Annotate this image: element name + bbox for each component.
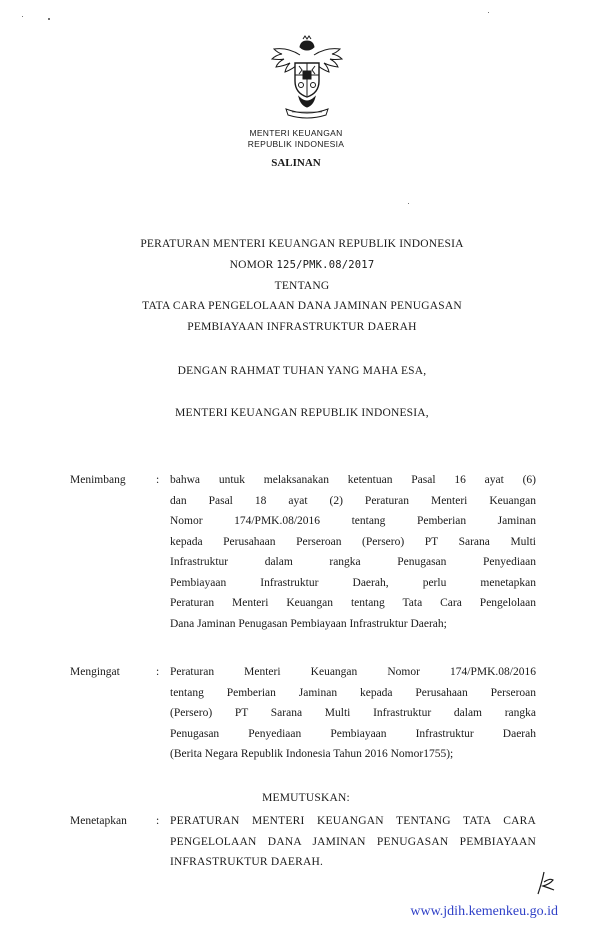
menimbang-label: Menimbang [70,474,126,486]
menimbang-line: Dana Jaminan Penugasan Pembiayaan Infrastruktur Daerah; [170,617,447,630]
mengingat-line: Penugasan Penyediaan Pembiayaan Infrastruktur Daerah [170,727,536,740]
mengingat-line: (Persero) PT Sarana Multi Infrastruktur dalam rangka [170,707,536,719]
regulation-number [0,259,604,271]
menetapkan-text [170,811,536,873]
menetapkan-colon: : [156,815,160,827]
issuing-authority: MENTERI KEUANGAN REPUBLIK INDONESIA, [175,407,429,419]
salinan-stamp: SALINAN [271,157,321,169]
menimbang-colon: : [156,474,160,486]
tentang-heading: TENTANG [274,280,330,292]
ministry-name-line1: MENTERI KEUANGAN [249,128,343,138]
subject-line-1: TATA CARA PENGELOLAAN DANA JAMINAN PENUGASAN [142,300,462,312]
subject-line-2: PEMBIAYAAN INFRASTRUKTUR DAERAH [187,321,417,333]
garuda-emblem-icon [270,35,344,123]
ministry-name-line2: REPUBLIK INDONESIA [247,139,345,149]
nomor-value: 125/PMK.08/2017 [276,259,375,271]
scan-speck [488,12,489,13]
menimbang-line: Nomor 174/PMK.08/2016 tentang Pemberian Jaminan [170,515,536,527]
menimbang-line: kepada Perusahaan Perseroan (Persero) PT Sarana Multi [170,535,536,548]
menimbang-line: dan Pasal 18 ayat (2) Peraturan Menteri Keuangan [170,494,536,507]
menimbang-line: bahwa untuk melaksanakan ketentuan Pasal 16 ayat (6) [170,474,536,486]
menetapkan-label: Menetapkan [70,815,127,827]
mengingat-line: Peraturan Menteri Keuangan Nomor 174/PMK.08/2016 [170,666,536,678]
menimbang-text [170,470,536,634]
scan-speck [48,18,50,20]
mengingat-label: Mengingat [70,666,120,678]
menetapkan-line: PENGELOLAAN DANA JAMINAN PENUGASAN PEMBIAYAAN [170,835,536,848]
scan-speck [408,203,409,204]
menetapkan-line: PERATURAN MENTERI KEUANGAN TENTANG TATA CARA [170,815,536,827]
memutuskan-heading: MEMUTUSKAN: [262,792,350,804]
menimbang-line: Infrastruktur dalam rangka Penugasan Penyediaan [170,556,536,568]
nomor-label: NOMOR [229,259,274,271]
mengingat-line: tentang Pemberian Jaminan kepada Perusahaan Perseroan [170,686,536,699]
regulation-title: PERATURAN MENTERI KEUANGAN REPUBLIK INDONESIA [140,238,464,250]
mengingat-text [170,662,536,765]
scan-speck [22,16,23,17]
menimbang-line: Pembiayaan Infrastruktur Daerah, perlu menetapkan [170,576,536,589]
mengingat-colon: : [156,666,160,678]
mengingat-line: (Berita Negara Republik Indonesia Tahun 2016 Nomor1755); [170,748,454,760]
menimbang-line: Peraturan Menteri Keuangan tentang Tata Cara Pengelolaan [170,597,536,609]
initial-signature-mark [534,870,556,898]
menetapkan-line: INFRASTRUKTUR DAERAH. [170,856,324,868]
invocation: DENGAN RAHMAT TUHAN YANG MAHA ESA, [177,365,427,377]
footer-url-link[interactable]: www.jdih.kemenkeu.go.id [410,904,558,919]
